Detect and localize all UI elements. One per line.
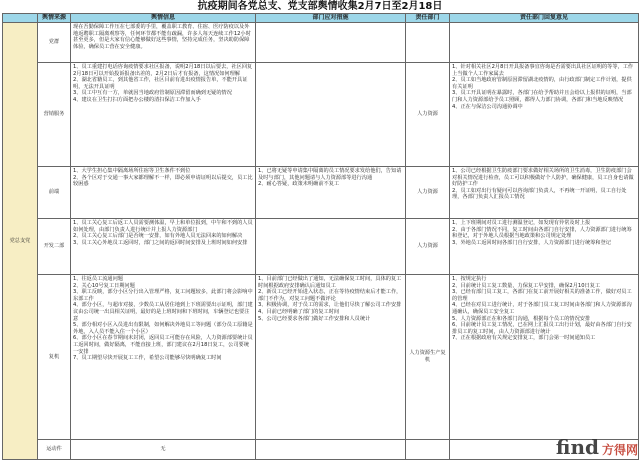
measures-cell [256,23,406,63]
group-cell: 党总支党 [3,23,38,460]
reply-cell: 1、上下班期间对员工进行测温登记，如发现有异常及时上报 2、由于各部门情况不同，复工时间由各部门自行安排，人力资源部门进行统筹和登记，对于外地人员根据当地政策和公司规定处理 3、外地员工返回时间各部门自行安排，人力资源部门进行统筹和登记 [450,219,639,275]
source-cell: 运动件 [38,440,71,460]
measures-cell [256,219,406,275]
reply-cell [450,23,639,63]
header-cell-dept: 责任部门 [406,14,450,23]
table-row [3,440,639,460]
header-cell-reply: 责任部门回复意见 [450,14,639,23]
info-cell: 现在吾勤保障工作压在七部委的手里，覆盖职工教育、住宿、医疗防疫以及外地返聘职工隔离观察等，任何环节都不能有疏漏，许多人每天连续工作12小时甚至更多，但是大家有信心能够做好这些事情，坚持完成任务，坚决助防保障体验，确保员工营在安全健康。 [71,23,256,63]
header-cell-info: 舆情信息 [71,14,256,23]
info-cell: 1、往返员工流通问题 2、关心10号复工日期问题 3、职工反映，部分小区分行出入管理严格，复工问题较多，此部门将会影响中东部工作 4、部分小区，与超市对接，少数员工从居住地到上下班需要出示证明，部门建议由公司统一出具相关证明，最好的是上班时间和下班时间，车辆登记也要注意 5、部分相对小区入员进出有限制，如何解决外地员工等问题（部分员工原籍是外地，入人员不能入住一个小区） 6、部分小区在春节期间未封闭，返回员工可能存在风险，人力资源部要统计员工返回时间，做好隔离，不能直接上班，部门建议在2月18日复工，公司要统一安排 7、员工期望尽快开展复工工作，希望公司能够尽快明确复工时间 [71,275,256,440]
table-row [3,167,639,219]
source-cell: 前端 [38,167,71,219]
source-cell: 党群 [38,23,71,63]
table-row [3,275,639,440]
reply-cell: 1、按规定执行 2、目前统计员工复工数量，力保复工早安排，确保2月10日复工 3、已经有部门员工复工，各部门在复工前开展好相关的准备工作，做好对员工的管理 4、已经在对员工进行统计，对于各部门员工复工时间由各部门和人力资源部沟通确认，确保员工安全复工 5、人力资源部正在和各部门沟通，根据每个员工的情况安排 6、目前统计员工复工情况，已在网上汇报员工出行计划，最好由各部门自行安排员工的复工时间，由人力资源部进行统计 7、正在根据政府有关规定安排复工，部门会第一时间通知员工 [450,275,639,440]
dept-cell: 人力资源 [406,219,450,275]
header-row [3,14,639,23]
measures-cell: 1、目前部门已经做出了通知，无法确保复工时间，具体的复工时间根据政府安排确认后通知员工 2、新员工已经开始进入状态，正在等待疫情结束后才能工作，部门不作为，对复工问题不做评论 3、积极协调，对于员工的需求，让他们尽快了解公司工作安排 4、目前已经明确了部门的复工时间 5、公司已经要求各部门做好工作安排和人员统计 [256,275,406,440]
info-cell: 1、大学生担心集中隔离场所住宿等卫生条件不到位 2、各个区对于交通一事大家都理解不一样，即必须申请证明以后提交，员工比较困惑 [71,167,256,219]
info-cell: 1、员工关心复工后返工人员需要测体温，早上和单位报到，中午和不到的人员如何处理，由部门负责人进行统计并上报人力资源部门 2、员工关心复工后部门是否统一安排，如有外地人员无法回来的如何解决 3、员工关心外地员工返回时，部门之间的返回时间安排及上班时间如何安排 [71,219,256,275]
info-cell: 无 [71,440,256,460]
measures-cell [256,440,406,460]
table-row [3,219,639,275]
table-row [3,23,639,63]
header-cell-group [3,14,38,23]
dept-cell: 人力资源 [406,167,450,219]
opinion-table [2,13,639,460]
dept-cell [406,23,450,63]
header-cell-measures: 部门应对措施 [256,14,406,23]
table-row [3,63,639,167]
site-watermark [556,437,638,457]
info-cell: 1、员工重建打电话咨询疫情要求社区报备，说明2月18日以后要去，社区回复2月18日可以开始投诉报备出差的，2月2日后才有报备，这情况如何理解 2、湖北省籍员工，到其他省工作，社区目前有进出疫情报告单，不能开具证明，无法开具证明 3、员工中互有一方，单就因当地政府管制原因滞留而确到无疑的情况 4、建议在卫生打扫方面把办公楼的清扫保洁工作加入手 [71,63,256,167]
source-cell: 营销服务 [38,63,71,167]
dept-cell [406,440,450,460]
reply-cell: 1、针对相关社区2月8日开具报备事宜咨询是否需要出具社区证明的等等，工作上当做个人工作家属去 2、员工如当地政府管制原因滞留湖北疫情的，由行政部门制定工作计划，提供有关证明 3、员工开具证明在暴露时，各部门在给予帮助并且会给以上报供的证明，当部门和人力资源部给予员工照顾，都得人力部门协调，各部门和当地反映情况 4、正在与保洁公司沟通协调中 [450,63,639,167]
dept-cell: 人力资源 [406,63,450,167]
measures-cell [256,63,406,167]
header-cell-source: 舆情来源 [38,14,71,23]
source-cell: 开发二部 [38,219,71,275]
watermark-subtitle: 方得网 [601,443,638,457]
watermark-logo: find [555,435,599,459]
sheet-title: 抗疫期间各党总支、党支部舆情收集2月7日至2月18日 [197,1,443,12]
measures-cell: 1、已将无疑等申请集中隔离的员工情况要求发给他们，告知请及时与部门，其他问题请与人力资源部等进行沟通 2、耐心答疑，政策未明确前不复工 [256,167,406,219]
dept-cell: 人力资源生产复机 [406,275,450,440]
source-cell: 复机 [38,275,71,440]
reply-cell: 1、公司已经根据卫生防疫部门要求做好相关场所的卫生消毒，卫生防疫部门会对相关情况进行检查，员工可以积极做好个人防护，确保健康，员工自身也请做好防护工作 2、员工如对出行有疑问可以咨询部门负责人，不再统一开证明，员工自行处理，各部门负责人汇报员工情况 [450,167,639,219]
